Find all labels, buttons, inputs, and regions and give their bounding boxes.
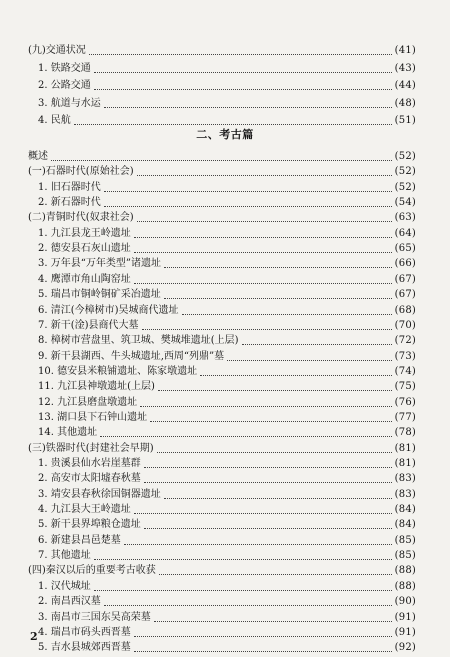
toc-entry (28, 611, 416, 625)
dot-leader (94, 88, 392, 90)
toc-entry (28, 426, 416, 440)
toc-entry-page: (41) (394, 45, 416, 56)
dot-leader (104, 604, 392, 606)
dot-leader (134, 236, 392, 238)
toc-entry (28, 350, 416, 364)
toc-entry-title: 4. 九江县大王岭遗址 (38, 504, 131, 516)
toc-entry (28, 626, 416, 640)
toc-entry (28, 564, 416, 578)
toc-entry-title: 13. 湖口县下石钟山遗址 (38, 411, 148, 423)
toc-entry-title: 14. 其他遗址 (38, 427, 98, 439)
dot-leader (89, 53, 392, 55)
toc-entry (28, 365, 416, 379)
toc-entry-page: (92) (394, 642, 416, 654)
toc-entry (28, 304, 416, 318)
toc-entry-page: (88) (394, 565, 416, 577)
toc-entry-title: 7. 其他遗址 (38, 550, 91, 562)
dot-leader (134, 650, 392, 652)
toc-entry-page: (48) (394, 97, 416, 109)
dot-leader (144, 527, 392, 529)
dot-leader (227, 359, 392, 361)
toc-entry (28, 97, 416, 111)
toc-entry-page: (81) (394, 458, 416, 469)
toc-entry-title: 3. 靖安县春秋徐国铜器遗址 (38, 488, 161, 500)
toc-entry-title: 3. 南昌市三国东吴高荣墓 (38, 611, 151, 623)
toc-entry-page: (65) (394, 243, 416, 255)
toc-entry-page: (77) (394, 411, 416, 423)
toc-entry-title: 1. 贵溪县仙水岩崖墓群 (38, 458, 141, 469)
toc-entry-title: 4. 民航 (38, 115, 71, 126)
toc-entry-page: (72) (394, 335, 416, 347)
toc-entry (28, 442, 416, 456)
toc-entry (28, 319, 416, 333)
dot-leader (158, 389, 392, 391)
toc-entry-title: 1. 汉代城址 (38, 580, 91, 592)
toc-entry-title: 6. 新建县昌邑楚墓 (38, 534, 121, 546)
toc-entry (28, 181, 416, 195)
toc-entry (28, 549, 416, 563)
toc-entry-page: (66) (394, 258, 416, 270)
toc-entry-title: 3. 万年县“万年类型”诸遗址 (38, 258, 161, 270)
toc-entry-page: (67) (394, 273, 416, 285)
page-number: 2 (30, 630, 38, 643)
dot-leader (164, 297, 392, 299)
dot-leader (104, 106, 392, 108)
toc-entry-page: (73) (394, 350, 416, 362)
toc-entry-page: (83) (394, 488, 416, 500)
toc-entry-title: 12. 九江县磨盘墩遗址 (38, 396, 138, 408)
toc-entry-title: 6. 清江(今樟树市)吴城商代遗址 (38, 304, 179, 316)
toc-entry (28, 273, 416, 287)
toc-entry-title: 1. 铁路交通 (38, 62, 91, 74)
toc-entry-title: 5. 吉水县城郊西晋墓 (38, 642, 131, 654)
toc-entry-page: (91) (394, 626, 416, 638)
dot-leader (94, 558, 392, 560)
dot-leader (134, 512, 392, 514)
dot-leader (51, 159, 392, 161)
toc-entry-page: (91) (394, 611, 416, 623)
toc-entry-page: (70) (394, 319, 416, 331)
toc-entry-title: 2. 新石器时代 (38, 197, 101, 209)
toc-entry-title: 11. 九江县神墩遗址(上层) (38, 381, 155, 393)
dot-leader (104, 205, 392, 207)
toc-entry-page: (75) (394, 381, 416, 393)
toc-entry (28, 288, 416, 302)
toc-entry-title: 4. 瑞昌市码头西晋墓 (38, 626, 131, 638)
section-heading: 二、考古篇 (196, 128, 254, 141)
dot-leader (100, 435, 392, 437)
dot-leader (134, 282, 392, 284)
dot-leader (94, 71, 392, 73)
toc-entry-page: (84) (394, 504, 416, 516)
toc-entry (28, 44, 416, 58)
toc-entry (28, 196, 416, 210)
dot-leader (164, 266, 392, 268)
dot-leader (144, 481, 392, 483)
toc-entry (28, 503, 416, 517)
toc-entry (28, 257, 416, 271)
toc-entry-page: (52) (394, 166, 416, 178)
toc-entry (28, 488, 416, 502)
dot-leader (140, 405, 392, 407)
toc-entry-page: (88) (394, 580, 416, 592)
toc-entry (28, 79, 416, 93)
toc-entry-page: (52) (394, 151, 416, 162)
toc-entry-title: 5. 瑞昌市铜岭铜矿采冶遗址 (38, 289, 161, 301)
toc-entry (28, 165, 416, 179)
toc-entry (28, 150, 416, 164)
dot-leader (154, 620, 392, 622)
toc-entry (28, 242, 416, 256)
toc-entry (28, 227, 416, 241)
dot-leader (200, 374, 392, 376)
toc-entry-title: (九)交通状况 (28, 45, 86, 56)
toc-entry-title: 概述 (28, 151, 48, 162)
dot-leader (104, 190, 392, 192)
toc-entry-page: (78) (394, 427, 416, 439)
toc-entry-page: (85) (394, 550, 416, 562)
dot-leader (124, 543, 392, 545)
toc-entry-page: (74) (394, 365, 416, 377)
dot-leader (134, 251, 392, 253)
toc-entry-page: (43) (394, 62, 416, 74)
dot-leader (142, 328, 392, 330)
toc-entry (28, 595, 416, 609)
toc-entry (28, 380, 416, 394)
toc-entry-title: 9. 新干县湖西、牛头城遗址,西周“列鼎”墓 (38, 350, 225, 362)
toc-entry-page: (68) (394, 304, 416, 316)
toc-entry-page: (64) (394, 227, 416, 239)
toc-entry-page: (84) (394, 519, 416, 531)
toc-entry (28, 334, 416, 348)
toc-entry-title: 3. 航道与水运 (38, 97, 101, 109)
dot-leader (74, 123, 392, 125)
toc-entry-page: (44) (394, 80, 416, 91)
toc-entry-page: (90) (394, 596, 416, 608)
toc-entry-page: (52) (394, 181, 416, 193)
toc-entry-title: 2. 南昌西汉墓 (38, 596, 101, 608)
toc-entry-page: (67) (394, 289, 416, 301)
toc-entry-page: (51) (394, 115, 416, 126)
toc-entry (28, 518, 416, 532)
dot-leader (144, 466, 392, 468)
toc-entry-title: (一)石器时代(原始社会) (28, 166, 134, 178)
toc-entry (28, 472, 416, 486)
toc-entry-title: 1. 旧石器时代 (38, 181, 101, 193)
toc-entry (28, 580, 416, 594)
toc-entry (28, 211, 416, 225)
toc-entry (28, 62, 416, 76)
toc-entry-title: 2. 公路交通 (38, 80, 91, 91)
toc-entry (28, 641, 416, 655)
dot-leader (134, 635, 392, 637)
dot-leader (157, 451, 392, 453)
toc-entry-title: (二)青铜时代(奴隶社会) (28, 212, 134, 224)
toc-entry (28, 411, 416, 425)
dot-leader (137, 174, 392, 176)
toc-entry-title: 8. 樟树市营盘里、筑卫城、樊城堆遗址(上层) (38, 335, 239, 347)
dot-leader (137, 220, 392, 222)
toc-entry (28, 534, 416, 548)
dot-leader (94, 589, 392, 591)
toc-entry-title: 4. 鹰潭市角山陶窑址 (38, 273, 131, 285)
toc-entry (28, 457, 416, 471)
toc-entry-page: (76) (394, 396, 416, 408)
toc-entry-page: (54) (394, 197, 416, 209)
toc-entry-title: 7. 新干(淦)县商代大墓 (38, 319, 139, 331)
toc-entry-title: 1. 九江县龙王岭遗址 (38, 227, 131, 239)
toc-entry-page: (85) (394, 534, 416, 546)
dot-leader (159, 573, 392, 575)
toc-entry-title: 2. 德安县石灰山遗址 (38, 243, 131, 255)
dot-leader (182, 313, 392, 315)
toc-entry-title: 5. 新干县界埠粮仓遗址 (38, 519, 141, 531)
toc-entry-title: 10. 德安县米粮铺遗址、陈家墩遗址 (38, 365, 198, 377)
dot-leader (164, 497, 392, 499)
toc-entry-page: (83) (394, 473, 416, 485)
dot-leader (242, 343, 392, 345)
toc-entry-title: 2. 高安市太阳墟春秋墓 (38, 473, 141, 485)
toc-entry-title: (四)秦汉以后的重要考古收获 (28, 565, 156, 577)
toc-entry-page: (81) (394, 442, 416, 454)
toc-entry-page: (63) (394, 212, 416, 224)
dot-leader (150, 420, 392, 422)
toc-entry-title: (三)铁器时代(封建社会早期) (28, 442, 154, 454)
toc-entry (28, 396, 416, 410)
